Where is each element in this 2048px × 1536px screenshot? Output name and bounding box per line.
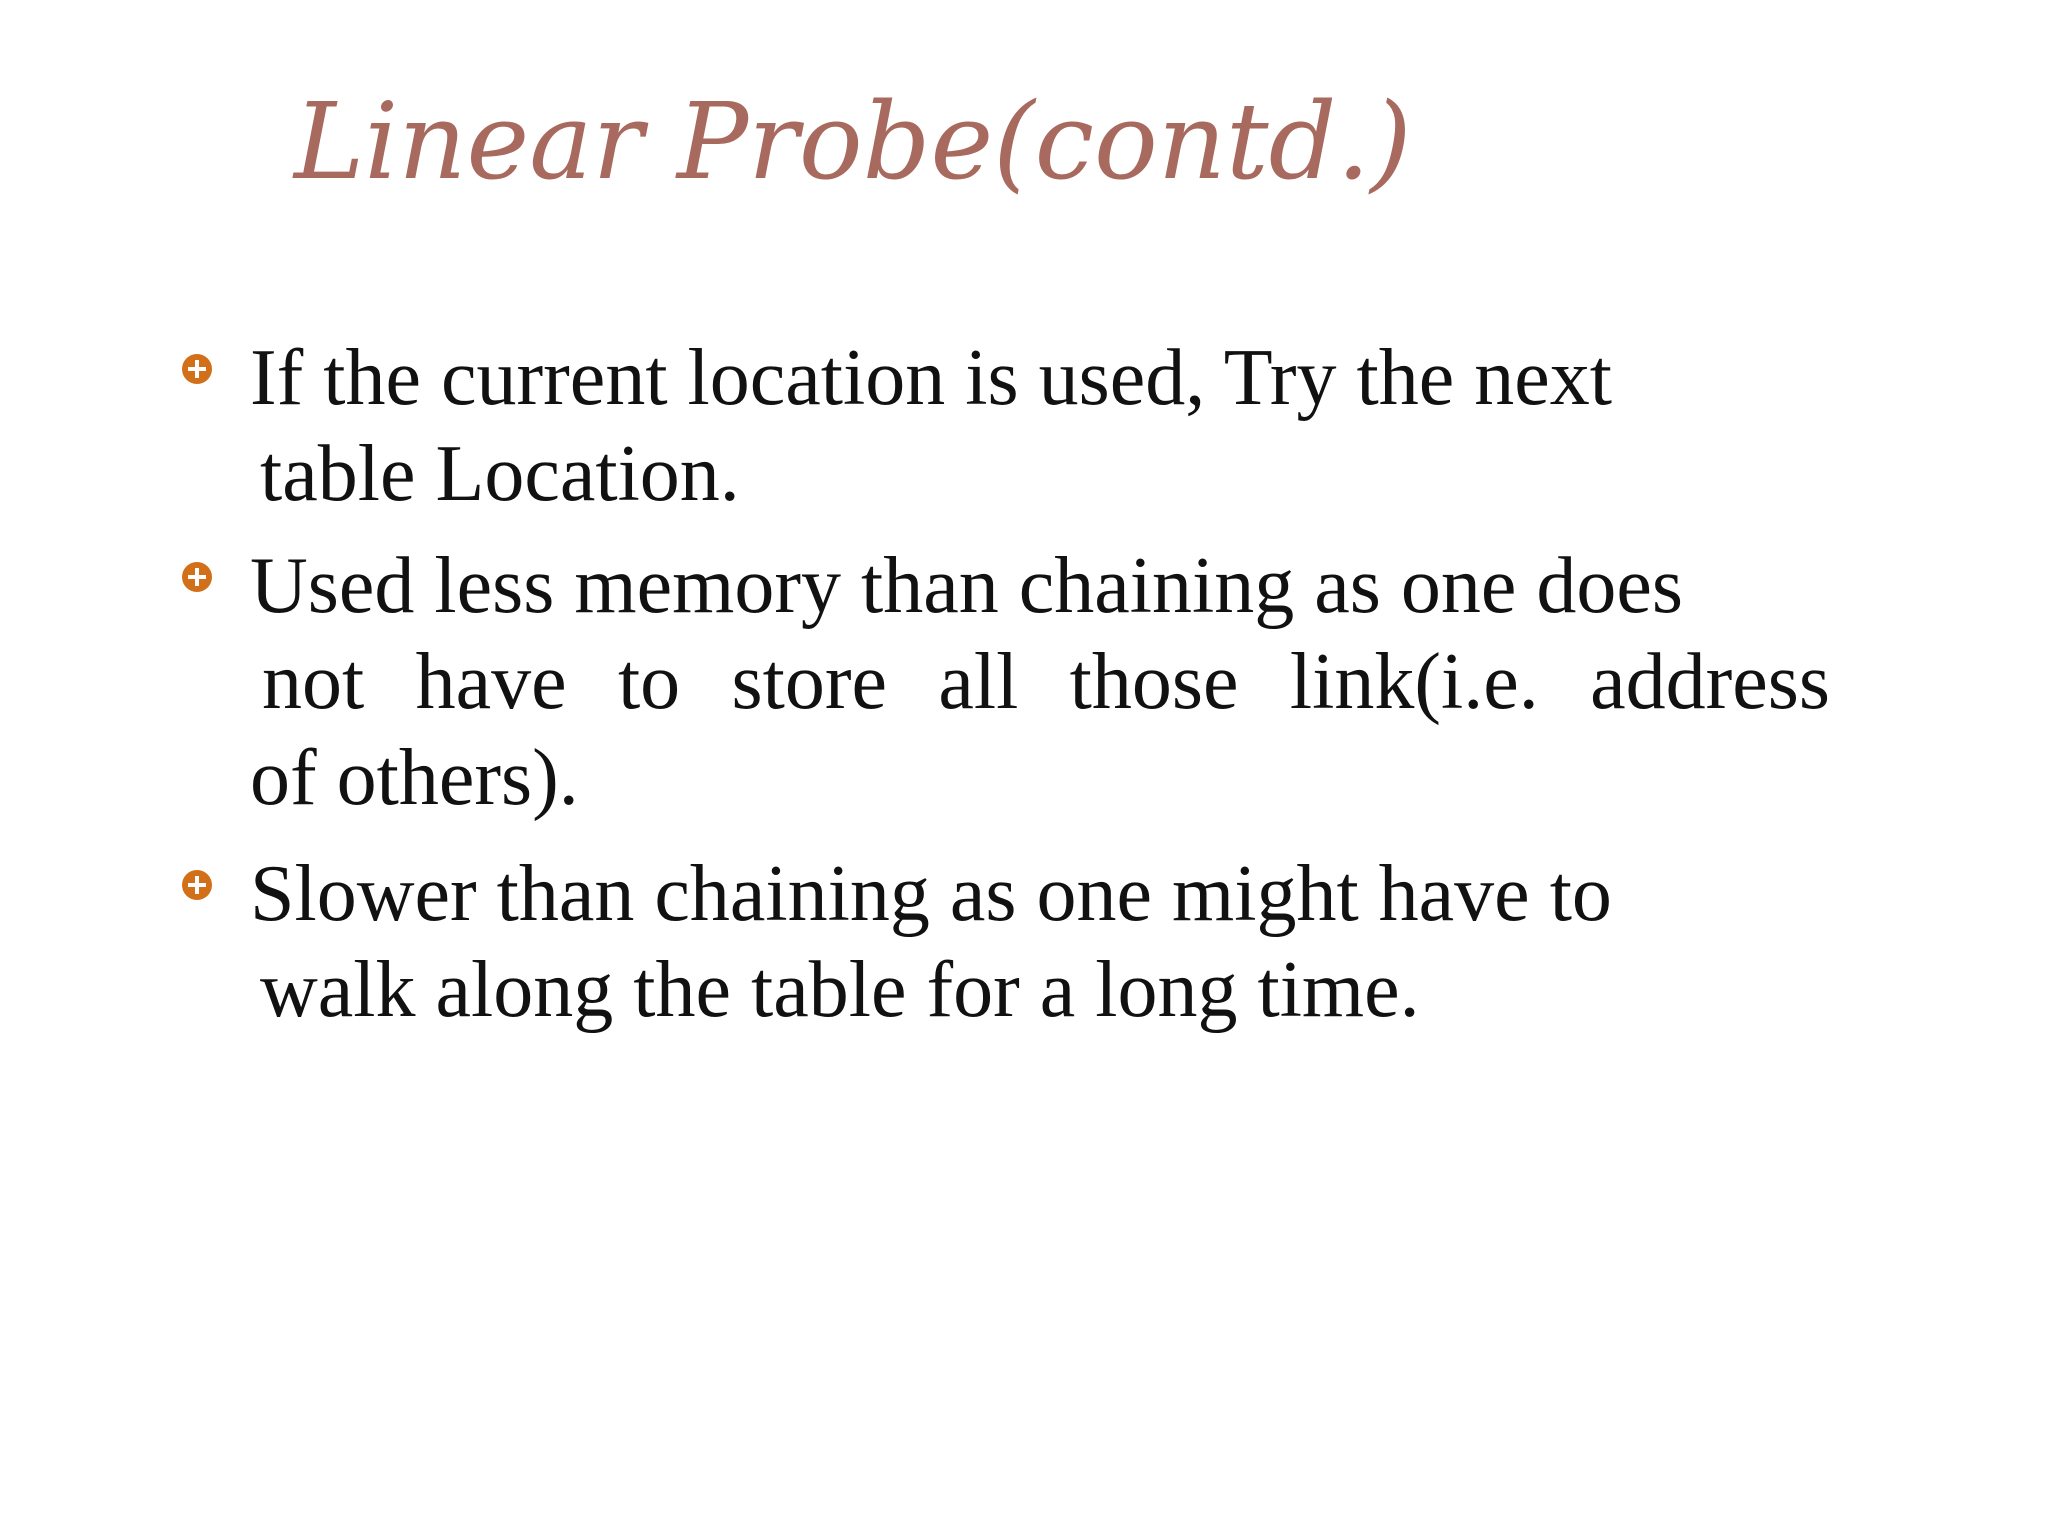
slide-title: Linear Probe(contd.) [294,80,1412,203]
orange-circle-target-icon [180,352,214,386]
bullet-3-line-1: Slower than chaining as one might have to [250,850,1612,938]
bullet-2-line-1: Used less memory than chaining as one does [250,542,1684,630]
bullet-1-line-2: table Location. [260,430,740,518]
orange-circle-target-icon [180,560,214,594]
bullet-1-line-1: If the current location is used, Try the next [250,334,1612,422]
bullet-2 [250,538,1830,826]
bullet-3-line-2: walk along the table for a long time. [260,946,1420,1034]
orange-circle-target-icon [180,868,214,902]
bullet-2-line-3: of others). [250,734,579,822]
bullet-2-line-2: not have to store all those link(i.e. address [262,638,1830,726]
bullet-1 [250,330,1850,522]
bullet-3 [250,846,1850,1038]
